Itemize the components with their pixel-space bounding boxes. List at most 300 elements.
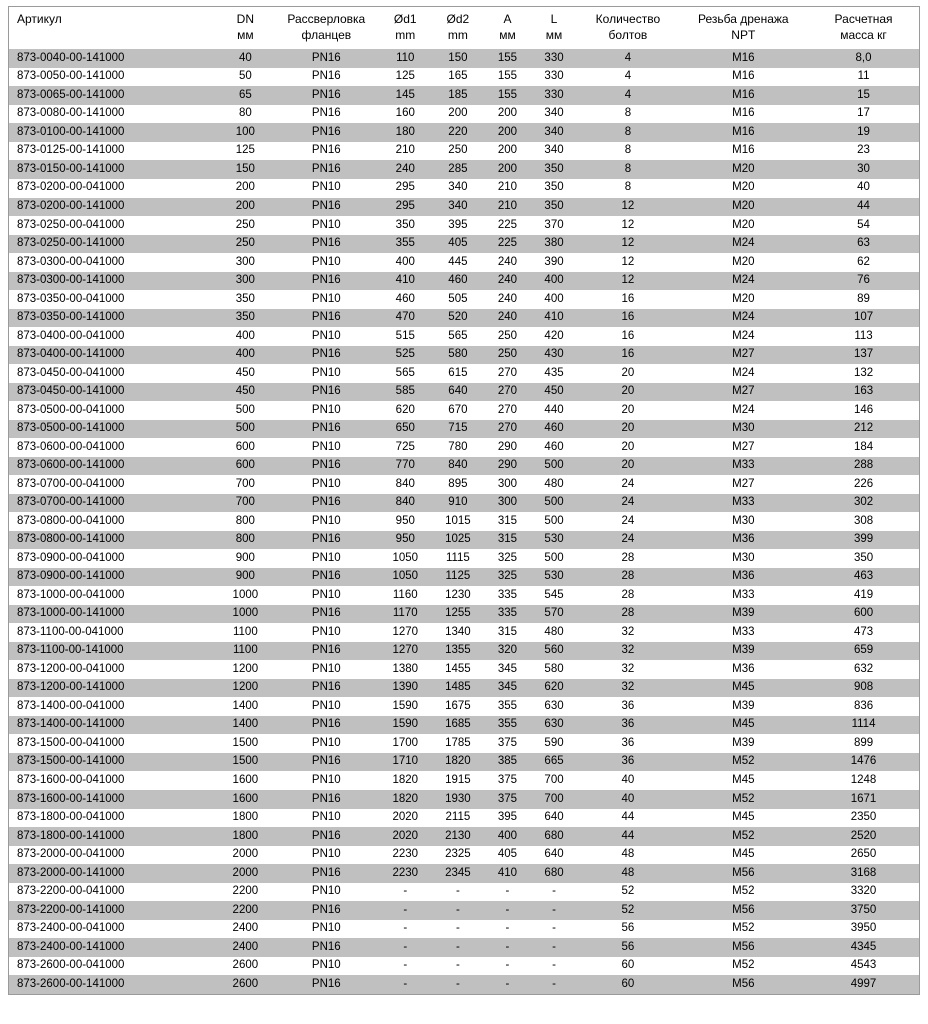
cell-drain-thread: M24 bbox=[679, 364, 809, 383]
cell-dn: 2200 bbox=[217, 883, 274, 902]
cell-mass: 15 bbox=[808, 86, 919, 105]
cell-flange-drilling: PN16 bbox=[274, 605, 379, 624]
cell-d1: 585 bbox=[379, 383, 432, 402]
cell-l: 630 bbox=[531, 716, 578, 735]
cell-d2: 1340 bbox=[432, 623, 485, 642]
cell-d1: - bbox=[379, 975, 432, 994]
cell-l: - bbox=[531, 901, 578, 920]
cell-drain-thread: M27 bbox=[679, 346, 809, 365]
cell-dn: 600 bbox=[217, 438, 274, 457]
cell-d2: 565 bbox=[432, 327, 485, 346]
cell-d2: 340 bbox=[432, 179, 485, 198]
table-row bbox=[9, 105, 920, 124]
cell-l: 330 bbox=[531, 49, 578, 68]
cell-flange-drilling: PN16 bbox=[274, 383, 379, 402]
table-row bbox=[9, 290, 920, 309]
cell-l: 480 bbox=[531, 475, 578, 494]
cell-l: 330 bbox=[531, 68, 578, 87]
cell-drain-thread: M30 bbox=[679, 420, 809, 439]
cell-mass: 4345 bbox=[808, 938, 919, 957]
column-header-dn bbox=[217, 7, 274, 50]
cell-a: 405 bbox=[484, 846, 531, 865]
cell-article: 873-0800-00-041000 bbox=[9, 512, 218, 531]
cell-flange-drilling: PN10 bbox=[274, 290, 379, 309]
cell-flange-drilling: PN16 bbox=[274, 864, 379, 883]
cell-a: 240 bbox=[484, 253, 531, 272]
cell-article: 873-1400-00-041000 bbox=[9, 697, 218, 716]
cell-drain-thread: M56 bbox=[679, 975, 809, 994]
cell-l: 700 bbox=[531, 771, 578, 790]
column-header-flange-drilling bbox=[274, 7, 379, 50]
cell-l: 400 bbox=[531, 272, 578, 291]
cell-article: 873-0600-00-041000 bbox=[9, 438, 218, 457]
cell-l: - bbox=[531, 975, 578, 994]
specification-table bbox=[8, 6, 920, 995]
cell-l: 580 bbox=[531, 660, 578, 679]
table-row bbox=[9, 827, 920, 846]
cell-d1: 400 bbox=[379, 253, 432, 272]
column-header-d2-line2: mm bbox=[447, 28, 468, 43]
cell-a: 290 bbox=[484, 457, 531, 476]
column-header-d2 bbox=[432, 7, 485, 50]
cell-a: 315 bbox=[484, 531, 531, 550]
cell-drain-thread: M24 bbox=[679, 235, 809, 254]
cell-dn: 1400 bbox=[217, 716, 274, 735]
column-header-d1-line1: Ød1 bbox=[393, 12, 417, 26]
table-row bbox=[9, 716, 920, 735]
cell-mass: 76 bbox=[808, 272, 919, 291]
cell-a: 250 bbox=[484, 327, 531, 346]
column-header-flange-drilling-line2: фланцев bbox=[301, 28, 352, 43]
cell-mass: 63 bbox=[808, 235, 919, 254]
table-row bbox=[9, 420, 920, 439]
cell-bolt-count: 16 bbox=[577, 327, 678, 346]
cell-mass: 2520 bbox=[808, 827, 919, 846]
cell-d1: 2020 bbox=[379, 827, 432, 846]
column-header-a bbox=[484, 7, 531, 50]
cell-flange-drilling: PN10 bbox=[274, 734, 379, 753]
cell-a: 375 bbox=[484, 771, 531, 790]
cell-d1: 1390 bbox=[379, 679, 432, 698]
cell-d2: 1355 bbox=[432, 642, 485, 661]
cell-l: 530 bbox=[531, 531, 578, 550]
cell-d2: 1025 bbox=[432, 531, 485, 550]
column-header-bolt-count bbox=[577, 7, 678, 50]
cell-flange-drilling: PN16 bbox=[274, 235, 379, 254]
cell-mass: 107 bbox=[808, 309, 919, 328]
table-row bbox=[9, 327, 920, 346]
cell-drain-thread: M16 bbox=[679, 105, 809, 124]
cell-mass: 1248 bbox=[808, 771, 919, 790]
table-row bbox=[9, 586, 920, 605]
cell-a: 410 bbox=[484, 864, 531, 883]
cell-a: 320 bbox=[484, 642, 531, 661]
cell-article: 873-2200-00-141000 bbox=[9, 901, 218, 920]
table-row bbox=[9, 512, 920, 531]
cell-bolt-count: 24 bbox=[577, 494, 678, 513]
cell-flange-drilling: PN10 bbox=[274, 549, 379, 568]
cell-dn: 2200 bbox=[217, 901, 274, 920]
cell-a: 270 bbox=[484, 364, 531, 383]
cell-bolt-count: 12 bbox=[577, 272, 678, 291]
table-row bbox=[9, 346, 920, 365]
cell-mass: 600 bbox=[808, 605, 919, 624]
cell-l: 500 bbox=[531, 494, 578, 513]
cell-dn: 900 bbox=[217, 549, 274, 568]
table-row bbox=[9, 679, 920, 698]
cell-mass: 30 bbox=[808, 160, 919, 179]
cell-d2: 2115 bbox=[432, 809, 485, 828]
cell-drain-thread: M33 bbox=[679, 457, 809, 476]
cell-dn: 400 bbox=[217, 327, 274, 346]
cell-d1: 565 bbox=[379, 364, 432, 383]
column-header-a-line1: A bbox=[503, 12, 512, 26]
cell-d1: 470 bbox=[379, 309, 432, 328]
cell-bolt-count: 60 bbox=[577, 975, 678, 994]
cell-l: 640 bbox=[531, 809, 578, 828]
cell-mass: 1114 bbox=[808, 716, 919, 735]
cell-article: 873-1500-00-141000 bbox=[9, 753, 218, 772]
cell-flange-drilling: PN10 bbox=[274, 438, 379, 457]
cell-l: 390 bbox=[531, 253, 578, 272]
cell-article: 873-0150-00-141000 bbox=[9, 160, 218, 179]
column-header-article bbox=[9, 7, 218, 50]
cell-d2: 2325 bbox=[432, 846, 485, 865]
cell-a: 315 bbox=[484, 623, 531, 642]
table-row bbox=[9, 309, 920, 328]
cell-flange-drilling: PN16 bbox=[274, 346, 379, 365]
cell-mass: 44 bbox=[808, 198, 919, 217]
cell-d1: 210 bbox=[379, 142, 432, 161]
cell-l: 410 bbox=[531, 309, 578, 328]
cell-d1: 145 bbox=[379, 86, 432, 105]
cell-mass: 19 bbox=[808, 123, 919, 142]
cell-mass: 40 bbox=[808, 179, 919, 198]
cell-bolt-count: 28 bbox=[577, 586, 678, 605]
cell-l: 370 bbox=[531, 216, 578, 235]
cell-l: 440 bbox=[531, 401, 578, 420]
cell-mass: 113 bbox=[808, 327, 919, 346]
cell-dn: 1000 bbox=[217, 605, 274, 624]
cell-l: 460 bbox=[531, 420, 578, 439]
cell-dn: 2400 bbox=[217, 920, 274, 939]
cell-mass: 463 bbox=[808, 568, 919, 587]
cell-drain-thread: M20 bbox=[679, 198, 809, 217]
cell-a: 200 bbox=[484, 123, 531, 142]
cell-a: 155 bbox=[484, 49, 531, 68]
table-header bbox=[9, 7, 920, 50]
cell-l: 700 bbox=[531, 790, 578, 809]
cell-d1: 410 bbox=[379, 272, 432, 291]
cell-d2: - bbox=[432, 957, 485, 976]
cell-mass: 8,0 bbox=[808, 49, 919, 68]
cell-drain-thread: M36 bbox=[679, 660, 809, 679]
cell-mass: 473 bbox=[808, 623, 919, 642]
cell-a: - bbox=[484, 975, 531, 994]
cell-mass: 137 bbox=[808, 346, 919, 365]
cell-d2: 285 bbox=[432, 160, 485, 179]
cell-mass: 1671 bbox=[808, 790, 919, 809]
cell-l: 500 bbox=[531, 549, 578, 568]
cell-d1: 355 bbox=[379, 235, 432, 254]
cell-a: 270 bbox=[484, 420, 531, 439]
cell-d2: 405 bbox=[432, 235, 485, 254]
cell-d1: 950 bbox=[379, 512, 432, 531]
column-header-mass-line2: масса кг bbox=[840, 28, 887, 43]
cell-l: 480 bbox=[531, 623, 578, 642]
cell-flange-drilling: PN10 bbox=[274, 623, 379, 642]
column-header-d1-line2: mm bbox=[395, 28, 416, 43]
cell-d2: 715 bbox=[432, 420, 485, 439]
cell-flange-drilling: PN10 bbox=[274, 771, 379, 790]
cell-article: 873-1000-00-041000 bbox=[9, 586, 218, 605]
table-row bbox=[9, 790, 920, 809]
table-row bbox=[9, 883, 920, 902]
cell-bolt-count: 20 bbox=[577, 383, 678, 402]
cell-bolt-count: 36 bbox=[577, 734, 678, 753]
cell-dn: 300 bbox=[217, 272, 274, 291]
cell-article: 873-0065-00-141000 bbox=[9, 86, 218, 105]
cell-bolt-count: 44 bbox=[577, 827, 678, 846]
cell-drain-thread: M52 bbox=[679, 883, 809, 902]
cell-bolt-count: 52 bbox=[577, 901, 678, 920]
cell-d2: 445 bbox=[432, 253, 485, 272]
cell-d2: 460 bbox=[432, 272, 485, 291]
cell-dn: 900 bbox=[217, 568, 274, 587]
cell-a: 225 bbox=[484, 216, 531, 235]
cell-mass: 632 bbox=[808, 660, 919, 679]
cell-l: 590 bbox=[531, 734, 578, 753]
cell-flange-drilling: PN10 bbox=[274, 512, 379, 531]
cell-article: 873-0200-00-041000 bbox=[9, 179, 218, 198]
table-row bbox=[9, 438, 920, 457]
cell-article: 873-0350-00-041000 bbox=[9, 290, 218, 309]
cell-bolt-count: 52 bbox=[577, 883, 678, 902]
cell-dn: 200 bbox=[217, 179, 274, 198]
cell-mass: 1476 bbox=[808, 753, 919, 772]
cell-bolt-count: 12 bbox=[577, 198, 678, 217]
cell-bolt-count: 24 bbox=[577, 512, 678, 531]
cell-a: 335 bbox=[484, 605, 531, 624]
cell-d2: 505 bbox=[432, 290, 485, 309]
cell-a: 240 bbox=[484, 272, 531, 291]
cell-flange-drilling: PN16 bbox=[274, 105, 379, 124]
cell-dn: 450 bbox=[217, 364, 274, 383]
cell-dn: 50 bbox=[217, 68, 274, 87]
cell-article: 873-2400-00-141000 bbox=[9, 938, 218, 957]
cell-d2: 840 bbox=[432, 457, 485, 476]
cell-a: 270 bbox=[484, 401, 531, 420]
cell-flange-drilling: PN10 bbox=[274, 364, 379, 383]
cell-article: 873-2600-00-141000 bbox=[9, 975, 218, 994]
column-header-dn-line2: мм bbox=[237, 28, 254, 43]
cell-d2: 165 bbox=[432, 68, 485, 87]
cell-a: 200 bbox=[484, 105, 531, 124]
cell-bolt-count: 32 bbox=[577, 623, 678, 642]
cell-mass: 2650 bbox=[808, 846, 919, 865]
table-row bbox=[9, 753, 920, 772]
cell-l: 340 bbox=[531, 105, 578, 124]
cell-mass: 288 bbox=[808, 457, 919, 476]
cell-mass: 419 bbox=[808, 586, 919, 605]
cell-bolt-count: 56 bbox=[577, 938, 678, 957]
table-row bbox=[9, 734, 920, 753]
cell-flange-drilling: PN10 bbox=[274, 216, 379, 235]
cell-d1: 2230 bbox=[379, 864, 432, 883]
cell-a: 290 bbox=[484, 438, 531, 457]
cell-l: 435 bbox=[531, 364, 578, 383]
table-row bbox=[9, 68, 920, 87]
cell-flange-drilling: PN10 bbox=[274, 253, 379, 272]
cell-flange-drilling: PN16 bbox=[274, 679, 379, 698]
cell-dn: 500 bbox=[217, 420, 274, 439]
table-row bbox=[9, 179, 920, 198]
cell-dn: 1200 bbox=[217, 679, 274, 698]
cell-article: 873-0700-00-041000 bbox=[9, 475, 218, 494]
cell-d1: 770 bbox=[379, 457, 432, 476]
cell-flange-drilling: PN16 bbox=[274, 494, 379, 513]
cell-d2: 2130 bbox=[432, 827, 485, 846]
cell-article: 873-0300-00-141000 bbox=[9, 272, 218, 291]
table-row bbox=[9, 531, 920, 550]
cell-drain-thread: M52 bbox=[679, 920, 809, 939]
cell-drain-thread: M27 bbox=[679, 438, 809, 457]
cell-mass: 226 bbox=[808, 475, 919, 494]
cell-d1: 160 bbox=[379, 105, 432, 124]
cell-drain-thread: M52 bbox=[679, 790, 809, 809]
cell-mass: 4997 bbox=[808, 975, 919, 994]
cell-article: 873-0250-00-041000 bbox=[9, 216, 218, 235]
cell-d2: 910 bbox=[432, 494, 485, 513]
cell-flange-drilling: PN10 bbox=[274, 957, 379, 976]
cell-l: 340 bbox=[531, 123, 578, 142]
cell-a: - bbox=[484, 957, 531, 976]
cell-article: 873-1800-00-041000 bbox=[9, 809, 218, 828]
cell-d1: 1380 bbox=[379, 660, 432, 679]
cell-dn: 1000 bbox=[217, 586, 274, 605]
cell-dn: 1500 bbox=[217, 734, 274, 753]
cell-d2: 640 bbox=[432, 383, 485, 402]
cell-d2: 1675 bbox=[432, 697, 485, 716]
table-row bbox=[9, 216, 920, 235]
table-row bbox=[9, 401, 920, 420]
cell-l: 430 bbox=[531, 346, 578, 365]
cell-flange-drilling: PN10 bbox=[274, 920, 379, 939]
cell-l: - bbox=[531, 938, 578, 957]
cell-d1: 295 bbox=[379, 198, 432, 217]
cell-bolt-count: 36 bbox=[577, 753, 678, 772]
cell-drain-thread: M24 bbox=[679, 401, 809, 420]
cell-bolt-count: 36 bbox=[577, 697, 678, 716]
column-header-drain-thread bbox=[679, 7, 809, 50]
cell-d1: - bbox=[379, 920, 432, 939]
cell-d2: 1485 bbox=[432, 679, 485, 698]
cell-flange-drilling: PN16 bbox=[274, 142, 379, 161]
column-header-article-line1: Артикул bbox=[17, 12, 62, 26]
cell-bolt-count: 32 bbox=[577, 679, 678, 698]
cell-drain-thread: M20 bbox=[679, 179, 809, 198]
cell-d2: 220 bbox=[432, 123, 485, 142]
cell-drain-thread: M16 bbox=[679, 142, 809, 161]
cell-dn: 65 bbox=[217, 86, 274, 105]
cell-a: - bbox=[484, 938, 531, 957]
cell-d1: 620 bbox=[379, 401, 432, 420]
cell-d2: 780 bbox=[432, 438, 485, 457]
cell-a: 315 bbox=[484, 512, 531, 531]
cell-d1: 2020 bbox=[379, 809, 432, 828]
cell-drain-thread: M16 bbox=[679, 86, 809, 105]
cell-flange-drilling: PN10 bbox=[274, 697, 379, 716]
cell-dn: 2600 bbox=[217, 975, 274, 994]
cell-mass: 836 bbox=[808, 697, 919, 716]
cell-bolt-count: 60 bbox=[577, 957, 678, 976]
cell-flange-drilling: PN16 bbox=[274, 716, 379, 735]
cell-drain-thread: M39 bbox=[679, 697, 809, 716]
cell-d2: 1915 bbox=[432, 771, 485, 790]
cell-mass: 184 bbox=[808, 438, 919, 457]
cell-flange-drilling: PN10 bbox=[274, 846, 379, 865]
cell-bolt-count: 16 bbox=[577, 309, 678, 328]
cell-l: 330 bbox=[531, 86, 578, 105]
cell-l: 420 bbox=[531, 327, 578, 346]
cell-dn: 250 bbox=[217, 216, 274, 235]
cell-article: 873-0400-00-041000 bbox=[9, 327, 218, 346]
cell-a: 325 bbox=[484, 568, 531, 587]
cell-l: 680 bbox=[531, 827, 578, 846]
cell-article: 873-0300-00-041000 bbox=[9, 253, 218, 272]
cell-bolt-count: 28 bbox=[577, 605, 678, 624]
cell-l: 400 bbox=[531, 290, 578, 309]
table-row bbox=[9, 568, 920, 587]
cell-d1: 650 bbox=[379, 420, 432, 439]
column-header-bolt-count-line1: Количество bbox=[595, 12, 661, 26]
cell-mass: 3320 bbox=[808, 883, 919, 902]
cell-mass: 54 bbox=[808, 216, 919, 235]
cell-article: 873-1400-00-141000 bbox=[9, 716, 218, 735]
table-row bbox=[9, 809, 920, 828]
cell-mass: 132 bbox=[808, 364, 919, 383]
cell-d1: 1590 bbox=[379, 697, 432, 716]
cell-mass: 4543 bbox=[808, 957, 919, 976]
cell-d2: 1685 bbox=[432, 716, 485, 735]
cell-dn: 2600 bbox=[217, 957, 274, 976]
cell-d1: 1710 bbox=[379, 753, 432, 772]
cell-mass: 3750 bbox=[808, 901, 919, 920]
cell-article: 873-0700-00-141000 bbox=[9, 494, 218, 513]
cell-a: 400 bbox=[484, 827, 531, 846]
cell-article: 873-0050-00-141000 bbox=[9, 68, 218, 87]
cell-article: 873-0125-00-141000 bbox=[9, 142, 218, 161]
cell-dn: 80 bbox=[217, 105, 274, 124]
column-header-l-line1: L bbox=[550, 12, 558, 26]
cell-drain-thread: M52 bbox=[679, 957, 809, 976]
cell-d1: 950 bbox=[379, 531, 432, 550]
cell-article: 873-2200-00-041000 bbox=[9, 883, 218, 902]
cell-dn: 200 bbox=[217, 198, 274, 217]
cell-mass: 899 bbox=[808, 734, 919, 753]
column-header-drain-thread-line2: NPT bbox=[731, 28, 756, 43]
cell-bolt-count: 4 bbox=[577, 68, 678, 87]
cell-bolt-count: 24 bbox=[577, 531, 678, 550]
cell-bolt-count: 40 bbox=[577, 771, 678, 790]
cell-a: 300 bbox=[484, 494, 531, 513]
cell-a: 200 bbox=[484, 142, 531, 161]
cell-d2: - bbox=[432, 938, 485, 957]
cell-mass: 3168 bbox=[808, 864, 919, 883]
cell-a: - bbox=[484, 901, 531, 920]
column-header-mass-line1: Расчетная bbox=[834, 12, 893, 26]
cell-article: 873-0040-00-141000 bbox=[9, 49, 218, 68]
